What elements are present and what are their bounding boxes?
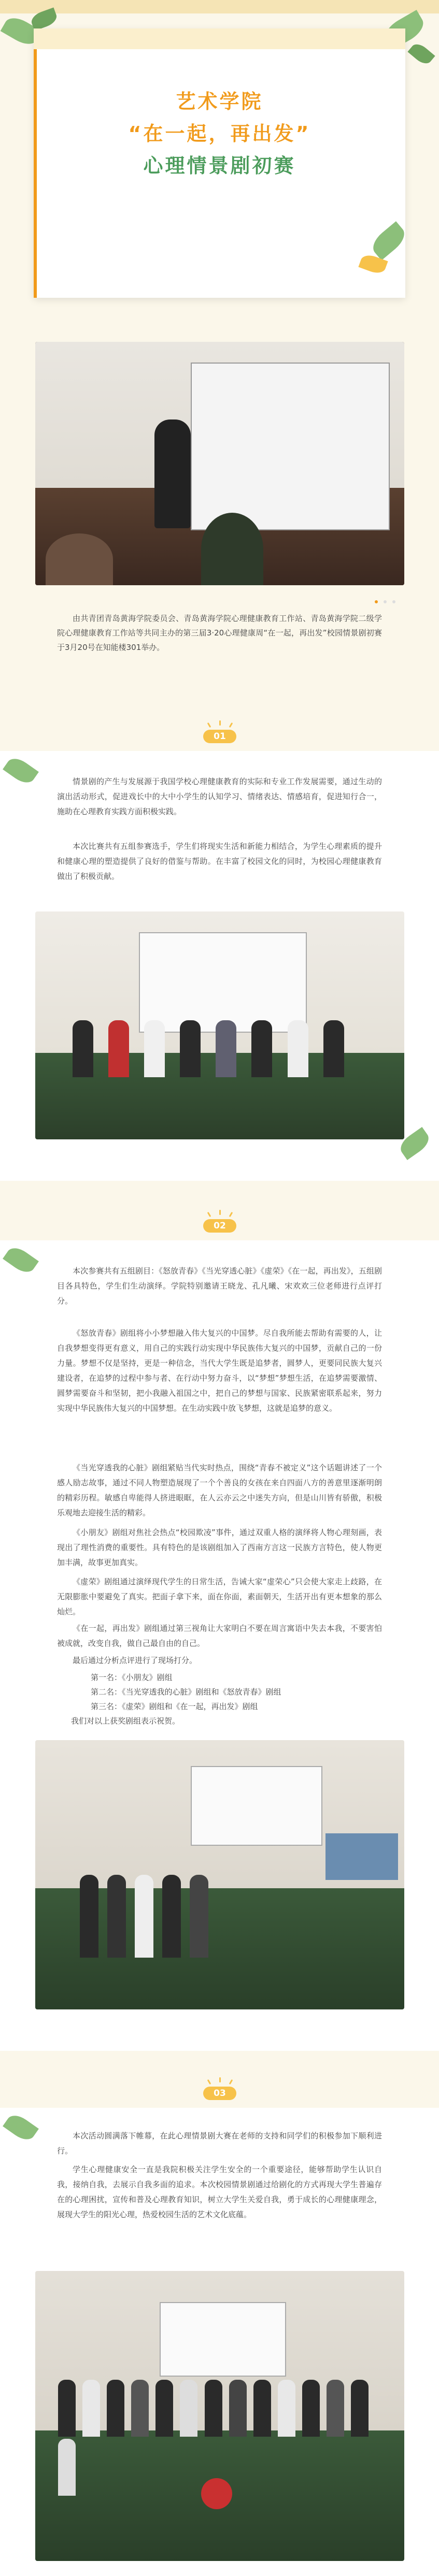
section-03-paragraph-1: 本次活动圆满落下帷幕，在此心理情景剧大赛在老师的支持和同学们的积极参加下顺利进行。 bbox=[57, 2131, 382, 2155]
title-line-2: “在一起，再出发” bbox=[128, 122, 311, 145]
projector-screen bbox=[139, 932, 307, 1033]
event-photo-4 bbox=[35, 2271, 404, 2561]
title-line-3: 心理情景剧初赛 bbox=[143, 154, 296, 177]
award-line-1: 第一名：《小朋友》剧组 bbox=[91, 1673, 173, 1682]
award-line-2: 第二名：《当光穿透我的心脏》剧组和《怒放青春》剧组 bbox=[91, 1687, 281, 1697]
leaf-decoration bbox=[3, 2111, 39, 2144]
title-line-1: 艺术学院 bbox=[176, 90, 263, 113]
painting bbox=[325, 1833, 398, 1880]
leaf-decoration bbox=[368, 221, 409, 261]
section-01-paragraph-1: 情景剧的产生与发展源于我国学校心理健康教育的实际和专业工作发展需要，通过生动的演出活动形式，促进戏长中的大中小学生的认知学习、情绪表达、情感培育，促进知行合一，施助在心理教育实践方面积极实践。 bbox=[57, 777, 382, 816]
section-badge-02 bbox=[197, 1212, 243, 1237]
audience-figure bbox=[201, 513, 263, 585]
section-03-paragraph-2: 学生心理健康安全一直是我院积极关注学生安全的一个重要途径，能够帮助学生认识自我，接纳自我，去展示自我多面的追求。本次校园情景剧通过给剧化的方式再现大学生普遍存在的心理困扰，宣传和普及心理教育知识，树立大学生关爱自我，勇于成长的心理健康理念，展现大学生的阳光心理，热爱校园生活的艺术文化底蕴。 bbox=[57, 2165, 382, 2219]
section-02-paragraph-3: 《当光穿透我的心脏》剧组紧贴当代实时热点，围绕“青春不被定义”这个话题讲述了一个感人励志故事，通过不同人物塑造展现了一个个善良的女孩在来自四面八方的善意里逐渐明朗的精彩历程。敏感自卑能得人挤进眼眶，在人云亦云之中迷失方向，但是山川皆有骄傲，积极乐观地去迎接生活的精彩。 bbox=[57, 1463, 382, 1517]
section-02-paragraph-1: 本次参赛共有五组剧目：《怒放青春》《当光穿透心脏》《虚荣》《在一起，再出发》，五组剧目各具特色，学生们生动演绎。学院特别邀请王晓龙、孔凡曦、宋欢欢三位老师进行点评打分。 bbox=[57, 1266, 382, 1306]
leaf-decoration bbox=[3, 1243, 39, 1277]
section-badge-03 bbox=[197, 2079, 243, 2104]
section-02-paragraph-2: 《怒放青春》剧组将小小梦想融入伟大复兴的中国梦。尽自我所能去帮助有需要的人，让自我梦想变得更有意义，用自己的实践行动实现中华民族伟大复兴的中国梦，贡献自己的一份力量。梦想不仅是坚持，更是一种信念，当代大学生既是追梦者，圆梦人，更要同民族大复兴建设者，在追梦的过程中参与者、在行动中努力奋斗，以“梦想”梦想生活，在追梦需要激情、圆梦需要奋斗和坚韧，把小我融入祖国之中，把自己的梦想与国家、民族紧密联系起来，努力实现中华民族伟大复兴的中国梦想。在生动实践中放飞梦想，这就是追梦的意义。 bbox=[57, 1328, 382, 1413]
title-card-strip bbox=[34, 28, 405, 49]
section-02-paragraph-4: 《小朋友》剧组对焦社会热点“校园欺凌”事件，通过双重人格的演绎将人物心理刻画，表现出了理性消费的重要性。具有特色的是该剧组加入了西南方言这一民族方言特色，使人物更加丰满，故事更加真实。 bbox=[57, 1528, 382, 1567]
projector-screen bbox=[191, 363, 390, 530]
performer-group bbox=[77, 1875, 232, 1958]
audience-figure bbox=[46, 533, 113, 585]
projector-screen bbox=[160, 2302, 286, 2377]
section-number: 01 bbox=[203, 730, 236, 743]
presenter-figure bbox=[154, 419, 191, 528]
award-line-4: 我们对以上获奖剧组表示祝贺。 bbox=[71, 1716, 180, 1726]
intro-caption: 由共青团青岛黄海学院委员会、青岛黄海学院心理健康教育工作站、青岛黄海学院二级学院心理健康教育工作站等共同主办的第三届3·20心理健康周“在一起，再出发”校园情景剧初赛于3月20号在知能楼301举办。 bbox=[57, 614, 382, 652]
performer-row bbox=[66, 1020, 357, 1077]
title-card-edge bbox=[34, 49, 37, 298]
section-number: 02 bbox=[203, 1219, 236, 1233]
title-block bbox=[65, 85, 374, 182]
section-02-paragraph-7: 最后通过分析点评进行了现场打分。 bbox=[73, 1656, 197, 1665]
flower-arrangement bbox=[201, 2478, 232, 2509]
group-photo-row bbox=[56, 2380, 388, 2442]
title-card bbox=[34, 28, 405, 298]
section-02-paragraph-6: 《在一起，再出发》剧组通过第三视角让大家明白不要在周言寓语中失去本我，不要害怕被成就，改变自我，做自己最自由的自己。 bbox=[57, 1624, 382, 1648]
event-photo-2 bbox=[35, 911, 404, 1139]
slide-dots bbox=[373, 596, 397, 605]
top-band bbox=[0, 0, 439, 13]
section-01-paragraph-2: 本次比赛共有五组参赛选手，学生们将现实生活和新能力相结合，为学生心理素质的提升和健康心理的塑造提供了良好的借鉴与帮助。在丰富了校园文化的同时，为校园心理健康教育做出了积极贡献。 bbox=[57, 842, 382, 881]
section-number: 03 bbox=[203, 2087, 236, 2100]
section-02-paragraph-5: 《虚荣》剧组通过演绎现代学生的日常生活，告诫大家“虚荣心”只会使大家走上歧路，在无限膨胀中要避免了真实。把面子拿下来，面在你面，素面朝天，生活开出有更本想象的那么灿烂。 bbox=[57, 1577, 382, 1616]
leaf-decoration bbox=[3, 754, 39, 787]
award-line-3: 第三名：《虚荣》剧组和《在一起，再出发》剧组 bbox=[91, 1702, 258, 1711]
event-photo-3 bbox=[35, 1740, 404, 2009]
event-photo-1 bbox=[35, 342, 404, 585]
section-badge-01 bbox=[197, 722, 243, 747]
leaf-decoration bbox=[407, 40, 435, 67]
projector-screen bbox=[191, 1766, 322, 1846]
